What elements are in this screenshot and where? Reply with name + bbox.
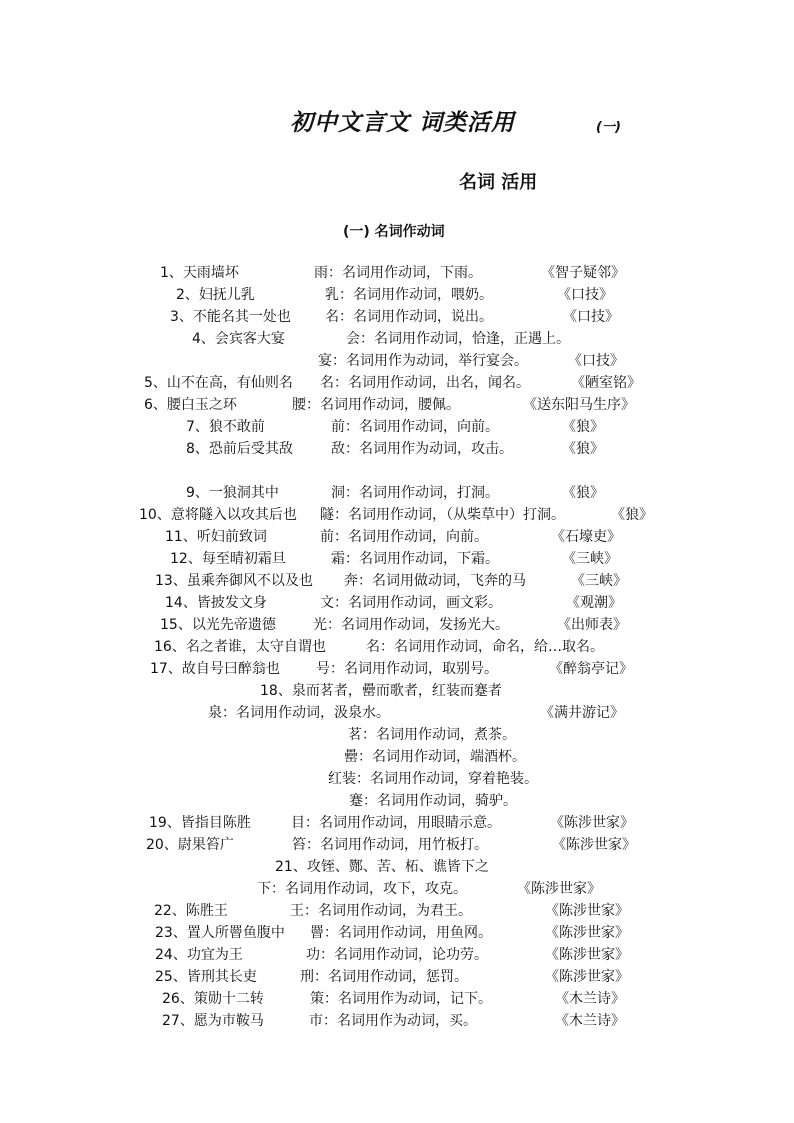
entry-row (0, 812, 794, 834)
entry-source: 《狼》 (562, 419, 604, 435)
entry-example: 15、以光先帝遗德 (160, 617, 276, 633)
entry-example: 5、山不在高，有仙则名 (144, 375, 293, 391)
entry-row (0, 284, 794, 306)
entry-example: 10、意将隧入以攻其后也 (139, 507, 297, 523)
entry-example: 11、听妇前致词 (165, 529, 267, 545)
entry-explanation: 名：名词用作动词，说出。 (325, 309, 493, 325)
entry-explanation: 腰：名词用作动词，腰佩。 (292, 397, 460, 413)
section-heading: (一) 名词作动词 (343, 224, 445, 240)
entry-row (0, 504, 794, 526)
entry-example: 1、天雨墙坏 (160, 265, 239, 281)
entry-explanation: 功：名词用作动词，论功劳。 (306, 947, 488, 963)
entry-example: 24、功宜为王 (155, 947, 243, 963)
entry-example: 25、皆刑其长吏 (155, 969, 257, 985)
entry-row (0, 416, 794, 438)
entry-source: 《狼》 (611, 507, 653, 523)
document-title: 初中文言文 词类活用 (290, 110, 516, 136)
entry-source: 《石壕吏》 (551, 529, 621, 545)
entry-source: 《陈涉世家》 (545, 925, 629, 941)
entry-source: 《陈涉世家》 (545, 947, 629, 963)
entry-source: 《出师表》 (557, 617, 627, 633)
entry-example: 12、每至晴初霜旦 (170, 551, 286, 567)
entry-explanation: 市：名词用作为动词，买。 (309, 1013, 477, 1029)
entry-explanation: 名：名词用作动词，出名，闻名。 (320, 375, 530, 391)
entry-row (0, 482, 794, 504)
entry-explanation: 号：名词用作动词，取别号。 (316, 661, 498, 677)
entry-row (0, 636, 794, 658)
entry-example: 20、尉果笞广 (146, 837, 234, 853)
entry-explanation: 宴：名词用作为动词，举行宴会。 (318, 353, 528, 369)
title-suffix: (一) (596, 120, 621, 135)
entry-source: 《满井游记》 (540, 705, 624, 721)
entry-example: 18、泉而茗者，罍而歌者，红装而蹇者 (260, 683, 502, 699)
entry-row (0, 680, 794, 702)
entry-example: 4、会宾客大宴 (192, 331, 285, 347)
entry-row (0, 900, 794, 922)
entry-source: 《陈涉世家》 (545, 903, 629, 919)
entry-row (0, 570, 794, 592)
entry-example: 27、愿为市鞍马 (162, 1013, 264, 1029)
entry-source: 《狼》 (562, 485, 604, 501)
entry-explanation: 王：名词用作动词，为君王。 (290, 903, 472, 919)
entry-explanation: 奔：名词用做动词，飞奔的马 (344, 573, 526, 589)
entry-row (0, 1010, 794, 1032)
entry-example: 16、名之者谁，太守自谓也 (154, 639, 326, 655)
entry-source: 《陈涉世家》 (550, 815, 634, 831)
entry-example: 9、一狼洞其中 (186, 485, 279, 501)
entry-source: 《智子疑邻》 (541, 265, 625, 281)
entry-explanation: 下：名词用作动词，攻下，攻克。 (257, 881, 467, 897)
entry-explanation: 霜：名词用作动词，下霜。 (331, 551, 499, 567)
entry-row (0, 944, 794, 966)
entry-row (0, 856, 794, 878)
entry-explanation: 隧：名词用作动词，（从柴草中）打洞。 (320, 507, 565, 523)
entry-explanation: 前：名词用作动词，向前。 (320, 529, 488, 545)
entry-example: 6、腰白玉之环 (144, 397, 237, 413)
entry-explanation: 前：名词用作动词，向前。 (331, 419, 499, 435)
entry-example: 26、策勋十二转 (162, 991, 264, 1007)
entry-row (0, 768, 794, 790)
entry-row (0, 526, 794, 548)
entry-source: 《口技》 (557, 287, 613, 303)
entry-row (0, 438, 794, 460)
entry-explanation: 会：名词用作动词，恰逢，正遇上。 (346, 331, 570, 347)
entry-explanation: 光：名词用作动词，发扬光大。 (313, 617, 509, 633)
entry-source: 《陈涉世家》 (545, 969, 629, 985)
entry-row (0, 790, 794, 812)
entry-row (0, 614, 794, 636)
entry-example: 17、故自号曰醉翁也 (150, 661, 280, 677)
entry-row (0, 966, 794, 988)
entry-source: 《陋室铭》 (571, 375, 641, 391)
entry-row (0, 592, 794, 614)
entry-row (0, 394, 794, 416)
entry-source: 《狼》 (562, 441, 604, 457)
entry-source: 《送东阳马生序》 (523, 397, 635, 413)
entry-source: 《木兰诗》 (555, 991, 625, 1007)
entry-source: 《陈涉世家》 (517, 881, 601, 897)
entry-explanation: 茗：名词用作动词，煮茶。 (348, 727, 516, 743)
entry-row (0, 658, 794, 680)
entry-row (0, 306, 794, 328)
entry-row (0, 262, 794, 284)
entry-source: 《口技》 (563, 309, 619, 325)
entry-source: 《观潮》 (566, 595, 622, 611)
entry-example: 8、恐前后受其敌 (186, 441, 293, 457)
entry-row (0, 328, 794, 350)
entry-example: 22、陈胜王 (154, 903, 228, 919)
entry-example: 3、不能名其一处也 (170, 309, 291, 325)
entry-explanation: 罾：名词用作动词，用鱼网。 (310, 925, 492, 941)
entry-explanation: 名：名词用作动词，命名，给…取名。 (366, 639, 604, 655)
entry-explanation: 乳：名词用作动词，喂奶。 (325, 287, 493, 303)
entry-row (0, 702, 794, 724)
entry-example: 2、妇抚儿乳 (176, 287, 255, 303)
entry-explanation: 策：名词用作为动词，记下。 (310, 991, 492, 1007)
entry-example: 23、置人所罾鱼腹中 (155, 925, 285, 941)
entry-source: 《醉翁亭记》 (549, 661, 633, 677)
entry-explanation: 文：名词用作动词，画文彩。 (320, 595, 502, 611)
entry-explanation: 蹇：名词用作动词，骑驴。 (349, 793, 517, 809)
entry-explanation: 笞：名词用作动词，用竹板打。 (292, 837, 488, 853)
entry-explanation: 刑：名词用作动词，惩罚。 (300, 969, 468, 985)
entry-explanation: 雨：名词用作动词，下雨。 (314, 265, 482, 281)
entry-row (0, 878, 794, 900)
entry-row (0, 548, 794, 570)
entry-row (0, 372, 794, 394)
entry-example: 7、狼不敢前 (186, 419, 265, 435)
entry-row (0, 724, 794, 746)
entry-source: 《木兰诗》 (555, 1013, 625, 1029)
entry-source: 《三峡》 (562, 551, 618, 567)
entry-explanation: 敌：名词用作为动词，攻击。 (331, 441, 513, 457)
entry-row (0, 746, 794, 768)
entry-example: 21、攻铚、酂、苦、柘、谯皆下之 (275, 859, 489, 875)
entry-explanation: 红装：名词用作动词，穿着艳装。 (328, 771, 538, 787)
document-subtitle: 名词 活用 (459, 172, 538, 193)
entry-example: 13、虽乘奔御风不以及也 (155, 573, 313, 589)
entry-explanation: 目：名词用作动词，用眼睛示意。 (291, 815, 501, 831)
entry-explanation: 泉：名词用作动词，汲泉水。 (208, 705, 390, 721)
entry-explanation: 罍：名词用作动词，端酒杯。 (344, 749, 526, 765)
entry-example: 14、皆披发文身 (165, 595, 267, 611)
entry-explanation: 洞：名词用作动词，打洞。 (331, 485, 499, 501)
entry-row (0, 834, 794, 856)
entry-source: 《陈涉世家》 (552, 837, 636, 853)
entry-row (0, 988, 794, 1010)
entry-source: 《三峡》 (571, 573, 627, 589)
entry-row (0, 350, 794, 372)
entry-example: 19、皆指目陈胜 (149, 815, 251, 831)
entry-source: 《口技》 (568, 353, 624, 369)
entry-row (0, 922, 794, 944)
